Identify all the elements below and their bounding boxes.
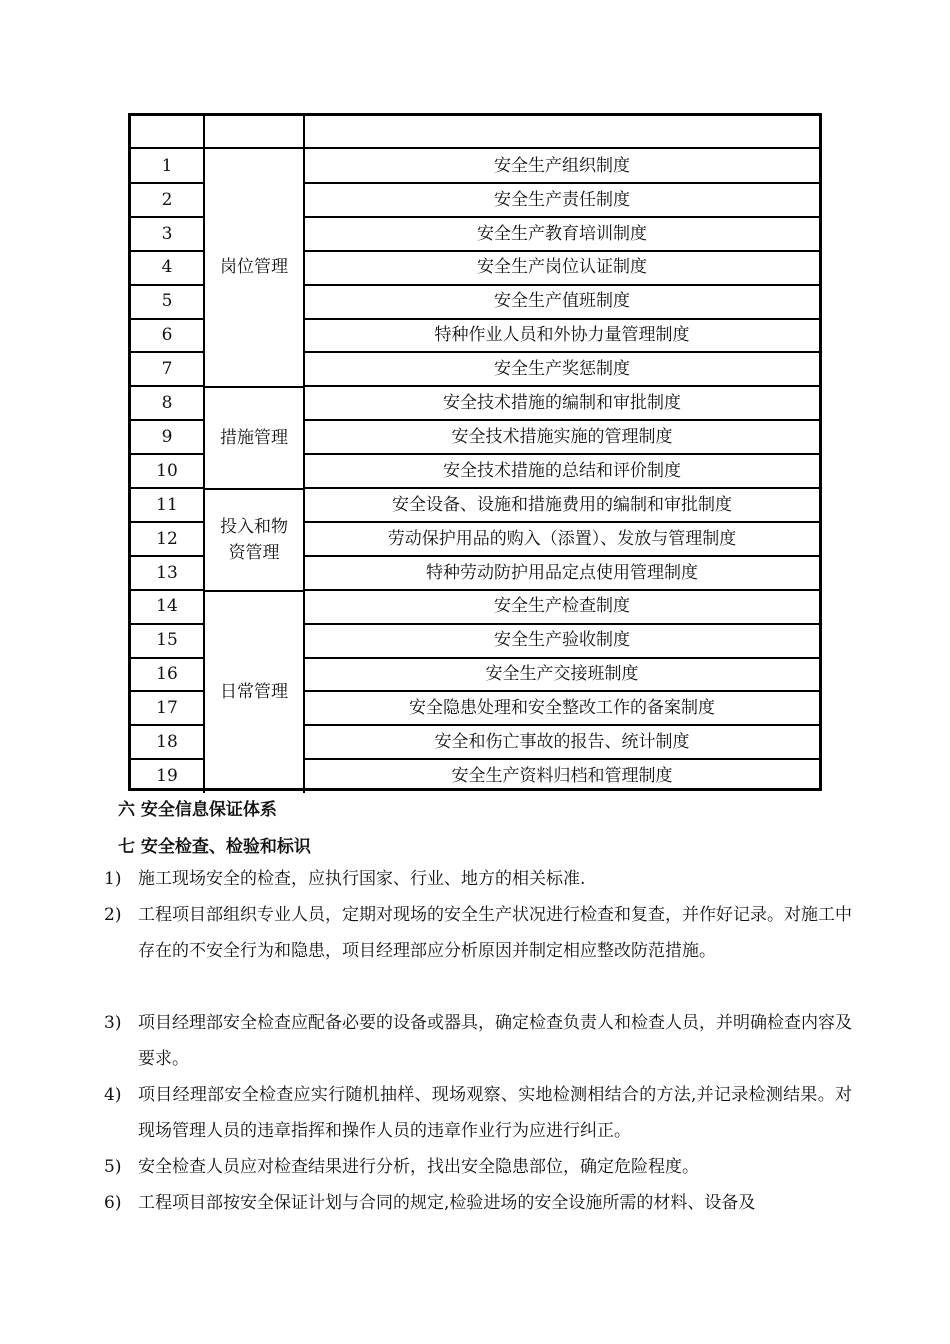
row-divider [305,419,819,421]
paragraph-text: 施工现场安全的检查，应执行国家、行业、地方的相关标准. [138,869,586,889]
paragraph-number: 6) [104,1193,122,1213]
system-item-cell: 安全生产责任制度 [494,189,630,210]
system-item-cell: 安全生产验收制度 [494,630,630,651]
row-divider [305,453,819,455]
row-divider [305,318,819,320]
system-item-cell: 安全技术措施的总结和评价制度 [443,460,681,481]
row-number-cell: 18 [156,732,178,753]
row-divider [305,182,819,184]
row-number-cell: 6 [161,325,173,346]
row-divider [131,216,203,218]
row-divider [131,453,203,455]
category-cell: 措施管理 [203,386,305,488]
system-item-cell: 安全隐患处理和安全整改工作的备案制度 [409,698,715,719]
row-number-cell: 13 [156,562,178,583]
row-number-cell: 5 [161,291,173,312]
row-divider [131,758,203,760]
table-header-row [131,116,819,148]
row-number-cell: 9 [161,426,173,447]
row-divider [131,351,203,353]
row-divider [131,318,203,320]
row-number-cell: 1 [161,155,173,176]
system-item-cell: 安全生产检查制度 [494,596,630,617]
category-cell: 岗位管理 [203,149,305,386]
row-divider [305,589,819,591]
paragraph-number: 3) [104,1013,122,1033]
numbered-paragraph [104,1185,852,1221]
row-divider [131,623,203,625]
row-number-cell: 8 [161,393,173,414]
row-divider [131,385,203,387]
row-divider [305,284,819,286]
system-item-cell: 安全生产岗位认证制度 [477,257,647,278]
table-body [131,149,819,788]
row-divider [305,351,819,353]
row-number-cell: 3 [161,223,173,244]
row-divider [131,250,203,252]
row-divider [305,657,819,659]
system-item-cell: 劳动保护用品的购入（添置）、发放与管理制度 [387,528,737,549]
system-item-cell: 安全技术措施实施的管理制度 [451,426,673,447]
row-divider [131,657,203,659]
numbered-paragraph [104,1149,852,1185]
paragraph-text: 工程项目部组织专业人员，定期对现场的安全生产状况进行检查和复查，并作好记录。对施工中存在的不安全行为和隐患，项目经理部应分析原因并制定相应整改防范措施。 [138,905,852,961]
category-cell: 日常管理 [203,590,305,793]
row-divider [305,758,819,760]
row-divider [305,724,819,726]
row-divider [131,487,203,489]
system-item-cell: 安全生产交接班制度 [485,664,639,685]
paragraph-text: 工程项目部按安全保证计划与合同的规定,检验进场的安全设施所需的材料、设备及 [138,1193,756,1213]
header-cell-no [131,116,203,148]
row-divider [131,690,203,692]
numbered-paragraph [104,897,852,969]
row-number-cell: 15 [156,630,178,651]
row-divider [131,555,203,557]
row-divider [305,521,819,523]
system-item-cell: 安全生产资料归档和管理制度 [451,765,673,786]
safety-system-table [128,113,822,791]
paragraph-text: 项目经理部安全检查应实行随机抽样、现场观察、实地检测相结合的方法,并记录检测结果。对现场管理人员的违章指挥和操作人员的违章作业行为应进行纠正。 [138,1085,852,1141]
row-divider [305,216,819,218]
row-number-cell: 11 [156,494,178,515]
section-heading-six: 六 安全信息保证体系 [118,800,277,820]
row-number-cell: 10 [156,460,178,481]
row-number-cell: 2 [161,189,173,210]
system-item-cell: 安全生产奖惩制度 [494,359,630,380]
row-divider [131,419,203,421]
row-divider [305,623,819,625]
numbered-paragraph [104,1005,852,1077]
system-item-cell: 安全设备、设施和措施费用的编制和审批制度 [392,494,732,515]
row-divider [305,555,819,557]
system-item-cell: 安全和伤亡事故的报告、统计制度 [434,732,690,753]
header-cell-category [203,116,305,148]
section-heading-seven: 七 安全检查、检验和标识 [118,837,311,857]
row-number-cell: 16 [156,664,178,685]
paragraph-number: 5) [104,1157,122,1177]
category-cell: 投入和物资管理 [203,488,305,590]
paragraph-number: 1) [104,869,122,889]
row-divider [305,385,819,387]
row-number-cell: 14 [156,596,178,617]
system-item-cell: 安全生产值班制度 [494,291,630,312]
system-item-cell: 安全技术措施的编制和审批制度 [443,393,681,414]
row-number-cell: 4 [161,257,173,278]
system-item-cell: 特种劳动防护用品定点使用管理制度 [426,562,698,583]
row-divider [131,182,203,184]
system-item-cell: 安全生产组织制度 [494,155,630,176]
header-cell-system [305,116,819,148]
row-number-cell: 19 [156,765,178,786]
row-divider [305,487,819,489]
numbered-paragraph [104,1077,852,1149]
row-divider [131,521,203,523]
paragraph-number: 4) [104,1085,122,1105]
numbered-paragraph [104,861,852,897]
system-item-cell: 特种作业人员和外协力量管理制度 [434,325,690,346]
paragraph-number: 2) [104,905,122,925]
row-number-cell: 17 [156,698,178,719]
row-number-cell: 12 [156,528,178,549]
system-item-cell: 安全生产教育培训制度 [477,223,647,244]
row-divider [131,724,203,726]
paragraph-text: 安全检查人员应对检查结果进行分析，找出安全隐患部位，确定危险程度。 [138,1157,699,1177]
row-divider [131,589,203,591]
row-divider [131,284,203,286]
paragraph-text: 项目经理部安全检查应配备必要的设备或器具，确定检查负责人和检查人员，并明确检查内容及要求。 [138,1013,852,1069]
row-divider [305,250,819,252]
row-number-cell: 7 [161,359,173,380]
row-divider [305,690,819,692]
